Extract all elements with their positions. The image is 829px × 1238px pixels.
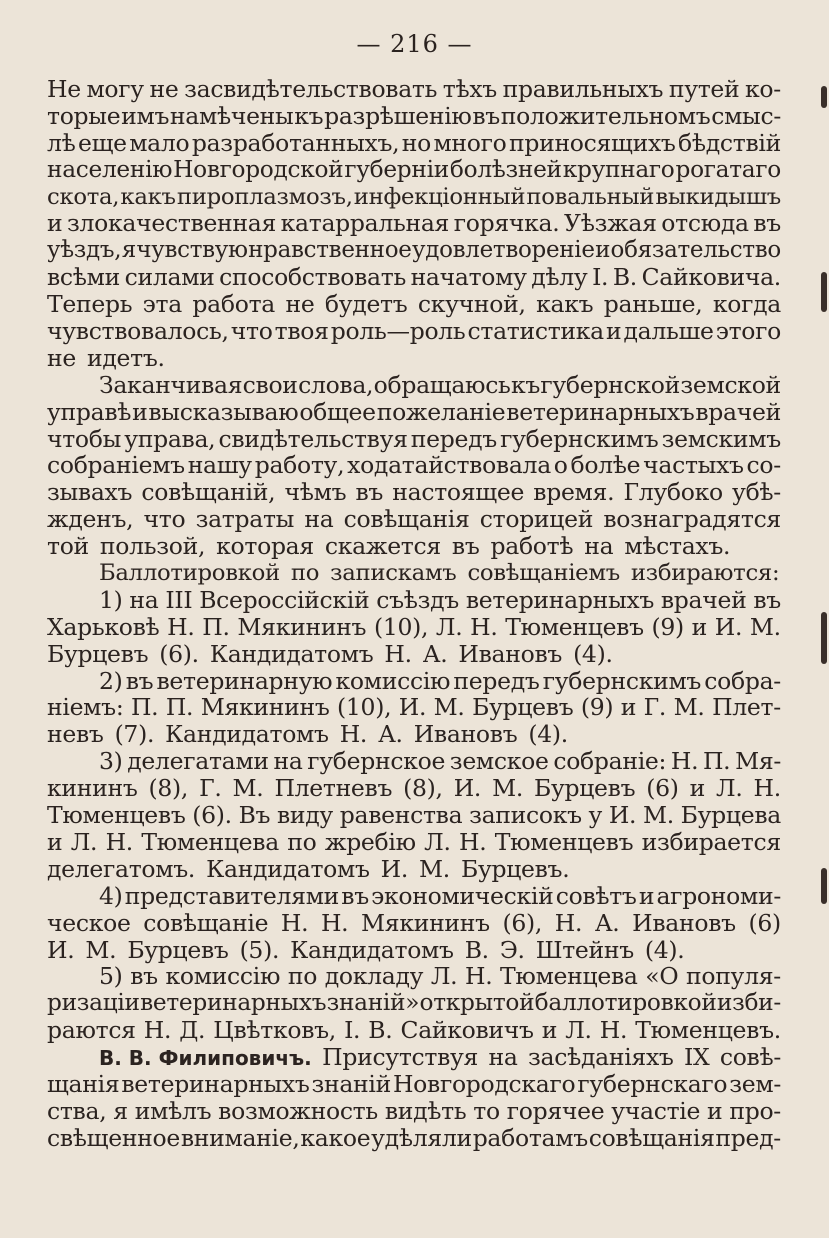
text-line: собраніемъ нашу работу, ходатайствовала о болѣе частыхъ со- [47,451,781,480]
text-line: населенію Новгородской губерніи болѣзней крупнаго рогатаго [47,155,781,183]
text-line: ства, я имѣлъ возможность видѣть то горячее участіе и про- [47,1096,781,1125]
text-line: скота, какъ пироплазмозъ, инфекціонный повальный выкидышъ [47,183,781,210]
text-line: уѣздъ, я чувствую нравственное удовлетвореніе и обязательство [47,237,781,264]
edge-mark [821,272,827,312]
text-line: И. М. Бурцевъ (5). Кандидатомъ В. Э. Штейнъ (4). [47,935,685,964]
text-line: Бурцевъ (6). Кандидатомъ Н. А. Ивановъ (4). [47,639,613,668]
text-line: невъ (7). Кандидатомъ Н. А. Ивановъ (4). [47,720,568,749]
text-line: ніемъ: П. П. Мякининъ (10), И. М. Бурцевъ (9) и Г. М. Плет- [47,693,781,722]
edge-mark [821,868,827,904]
text-line: ческое совѣщаніе Н. Н. Мякининъ (6), Н. А. Ивановъ (6) [47,908,781,937]
text-line: той пользой, которая скажется въ работѣ на мѣстахъ. [47,532,731,561]
edge-mark [821,612,827,664]
text-line: 4) представителями въ экономическій совѣтъ и агрономи- [99,881,781,910]
text-line: 3) делегатами на губернское земское собраніе: Н. П. Мя- [99,747,781,776]
text-line: Теперь эта работа не будетъ скучной, какъ раньше, когда [47,290,781,319]
text-line: зывахъ совѣщаній, чѣмъ въ настоящее время. Глубоко убѣ- [47,478,781,507]
text-line: жденъ, что затраты на совѣщанія сторицей вознаградятся [47,505,781,534]
text-line: В. В. Филиповичъ. Присутствуя на засѣданіяхъ IX совѣ- [99,1043,781,1072]
text-line: Тюменцевъ (6). Въ виду равенства записокъ у И. М. Бурцева [47,801,781,830]
body-text [47,76,781,1152]
text-line: торые имъ намѣчены къ разрѣшенію въ положительномъ смыс- [47,101,781,130]
text-line: ризаціи ветеринарныхъ знаній» открытой баллотировкой изби- [47,989,781,1017]
page-edge-marks [817,0,829,1238]
text-line: 2) въ ветеринарную комиссію передъ губернскимъ собра- [99,666,781,695]
text-line: Не могу не засвидѣтельствовать тѣхъ правильныхъ путей ко- [47,75,781,103]
edge-mark [821,86,827,108]
text-line: управѣ и высказываю общее пожеланіе ветеринарныхъ врачей [47,397,781,426]
text-line: раются Н. Д. Цвѣтковъ, І. В. Сайковичъ и Л. Н. Тюменцевъ. [47,1016,781,1045]
text-line: щанія ветеринарныхъ знаній Новгородскаго губернскаго зем- [47,1069,781,1098]
text-line: 5) въ комиссію по докладу Л. Н. Тюменцева «О популя- [99,962,781,991]
text-line: и Л. Н. Тюменцева по жребію Л. Н. Тюменцевъ избирается [47,827,781,856]
page-number: — 216 — [356,30,473,58]
text-line: кининъ (8), Г. М. Плетневъ (8), И. М. Бурцевъ (6) и Л. Н. [47,774,781,803]
text-line: Баллотировкой по запискамъ совѣщаніемъ избираются: [99,560,780,587]
text-line: Харьковѣ Н. П. Мякининъ (10), Л. Н. Тюменцевъ (9) и И. М. [47,612,781,641]
text-line: свѣщенное вниманіе, какое удѣляли работамъ совѣщанія пред- [47,1123,781,1152]
text-line: чувствовалось, что твоя роль—роль статистика и дальше этого [47,317,781,346]
text-line: 1) на III Всероссійскій съѣздъ ветеринарныхъ врачей въ [99,585,781,614]
text-line: чтобы управа, свидѣтельствуя передъ губернскимъ земскимъ [47,424,781,453]
text-line: лѣ еще мало разработанныхъ, но много приносящихъ бѣдствій [47,128,781,157]
text-line: Заканчивая свои слова, обращаюсь къ губернской земской [99,370,781,399]
text-line: всѣми силами способствовать начатому дѣлу І. В. Сайковича. [47,263,781,292]
text-line: не идетъ. [47,343,165,372]
text-line: делегатомъ. Кандидатомъ И. М. Бурцевъ. [47,854,570,883]
text-line: и злокачественная катарральная горячка. Уѣзжая отсюда въ [47,209,781,238]
speaker-name: В. В. Филиповичъ. [99,1046,312,1071]
